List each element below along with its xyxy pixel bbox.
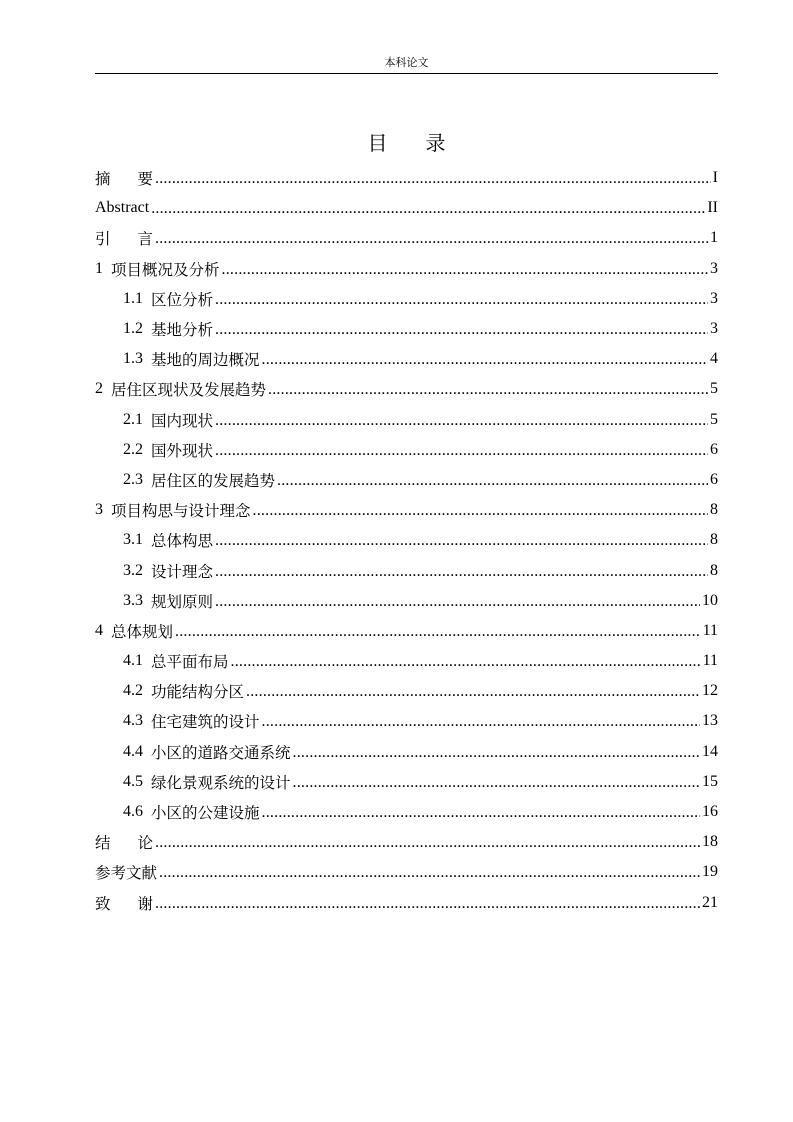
toc-entry-page: 12 — [702, 682, 718, 700]
dot-leader — [262, 351, 708, 367]
toc-entry-number: 2.2 — [123, 440, 143, 458]
toc-entry-label: 小区的公建设施 — [151, 804, 260, 823]
header-rule — [95, 73, 718, 74]
toc-entry-introduction[interactable] — [95, 223, 718, 253]
dot-leader — [215, 532, 708, 548]
toc-entry-label: 国外现状 — [151, 441, 214, 460]
toc-entry-section-2-2[interactable] — [95, 435, 718, 465]
toc-entry-chapter-3[interactable] — [95, 495, 718, 525]
toc-entry-page: 15 — [702, 772, 718, 790]
toc-entry-number: 1.2 — [123, 320, 143, 338]
toc-entry-page: 18 — [702, 833, 718, 851]
toc-entry-label: 总平面布局 — [151, 653, 229, 672]
toc-entry-label: 规划原则 — [151, 592, 214, 611]
toc-entry-label: 引言 — [95, 230, 181, 249]
toc-entry-section-2-1[interactable] — [95, 405, 718, 435]
toc-entry-conclusion[interactable] — [95, 827, 718, 857]
dot-leader — [151, 200, 705, 216]
dot-leader — [155, 170, 711, 186]
toc-entry-label: 结论 — [95, 834, 181, 853]
dot-leader — [246, 683, 700, 699]
toc-entry-label: 居住区的发展趋势 — [151, 471, 276, 490]
toc-entry-number: 2.1 — [123, 410, 143, 428]
toc-entry-section-2-3[interactable] — [95, 465, 718, 495]
toc-entry-label: 绿化景观系统的设计 — [151, 773, 291, 792]
toc-entry-number: 1.1 — [123, 289, 143, 307]
toc-entry-label: 基地分析 — [151, 321, 214, 340]
toc-entry-page: 16 — [702, 803, 718, 821]
toc-entry-chapter-2[interactable] — [95, 374, 718, 404]
toc-entry-number: 4 — [95, 621, 103, 639]
toc-entry-number: 2.3 — [123, 470, 143, 488]
toc-entry-label: 居住区现状及发展趋势 — [111, 381, 267, 400]
toc-entry-number: 3 — [95, 501, 103, 519]
table-of-contents — [95, 163, 718, 918]
toc-entry-section-3-1[interactable] — [95, 525, 718, 555]
toc-entry-page: II — [707, 199, 718, 217]
toc-entry-page: 8 — [710, 561, 718, 579]
toc-entry-section-1-3[interactable] — [95, 344, 718, 374]
running-header: 本科论文 — [384, 56, 429, 69]
dot-leader — [231, 653, 701, 669]
toc-entry-page: 11 — [702, 652, 718, 670]
toc-entry-page: 6 — [710, 470, 718, 488]
dot-leader — [215, 321, 708, 337]
toc-entry-label: 摘要 — [95, 170, 181, 189]
toc-entry-section-4-4[interactable] — [95, 737, 718, 767]
toc-entry-label: 致谢 — [95, 894, 181, 913]
toc-entry-page: 3 — [710, 259, 718, 277]
toc-entry-number: 3.2 — [123, 561, 143, 579]
toc-entry-page: 13 — [702, 712, 718, 730]
dot-leader — [293, 744, 700, 760]
toc-entry-page: 5 — [710, 410, 718, 428]
dot-leader — [215, 593, 700, 609]
toc-entry-abstract-en[interactable] — [95, 193, 718, 223]
dot-leader — [253, 502, 708, 518]
toc-entry-section-1-2[interactable] — [95, 314, 718, 344]
toc-entry-label: Abstract — [95, 199, 150, 217]
dot-leader — [222, 261, 708, 277]
toc-entry-section-4-2[interactable] — [95, 676, 718, 706]
toc-entry-page: 6 — [710, 440, 718, 458]
toc-entry-page: 10 — [702, 591, 718, 609]
toc-entry-section-4-6[interactable] — [95, 797, 718, 827]
toc-entry-label: 区位分析 — [151, 290, 214, 309]
toc-entry-section-4-5[interactable] — [95, 767, 718, 797]
dot-leader — [215, 412, 708, 428]
toc-entry-page: I — [712, 169, 718, 187]
toc-entry-label: 功能结构分区 — [151, 683, 245, 702]
toc-entry-number: 4.3 — [123, 712, 143, 730]
toc-entry-chapter-1[interactable] — [95, 254, 718, 284]
toc-entry-section-3-3[interactable] — [95, 586, 718, 616]
toc-entry-label: 国内现状 — [151, 411, 214, 430]
toc-entry-label: 项目构思与设计理念 — [111, 502, 251, 521]
dot-leader — [215, 291, 708, 307]
dot-leader — [155, 895, 700, 911]
toc-entry-page: 3 — [710, 320, 718, 338]
toc-entry-section-4-1[interactable] — [95, 646, 718, 676]
toc-entry-page: 1 — [710, 229, 718, 247]
toc-entry-page: 14 — [702, 742, 718, 760]
toc-entry-number: 4.1 — [123, 652, 143, 670]
toc-entry-number: 1 — [95, 259, 103, 277]
dot-leader — [293, 774, 700, 790]
toc-entry-references[interactable] — [95, 857, 718, 887]
toc-entry-number: 4.2 — [123, 682, 143, 700]
dot-leader — [175, 623, 701, 639]
toc-entry-label: 基地的周边概况 — [151, 351, 260, 370]
toc-entry-page: 11 — [702, 621, 718, 639]
toc-entry-section-1-1[interactable] — [95, 284, 718, 314]
dot-leader — [268, 381, 708, 397]
toc-entry-section-4-3[interactable] — [95, 706, 718, 736]
toc-entry-label: 总体规划 — [111, 622, 174, 641]
toc-entry-number: 4.4 — [123, 742, 143, 760]
toc-entry-number: 3.3 — [123, 591, 143, 609]
toc-entry-page: 4 — [710, 350, 718, 368]
toc-entry-section-3-2[interactable] — [95, 555, 718, 585]
toc-entry-number: 1.3 — [123, 350, 143, 368]
toc-entry-page: 8 — [710, 531, 718, 549]
toc-entry-page: 8 — [710, 501, 718, 519]
toc-entry-chapter-4[interactable] — [95, 616, 718, 646]
toc-entry-page: 21 — [702, 893, 718, 911]
dot-leader — [155, 834, 700, 850]
toc-entry-number: 4.6 — [123, 803, 143, 821]
toc-entry-number: 4.5 — [123, 772, 143, 790]
toc-entry-page: 5 — [710, 380, 718, 398]
toc-entry-abstract-cn[interactable] — [95, 163, 718, 193]
toc-entry-label: 参考文献 — [95, 864, 158, 883]
dot-leader — [262, 713, 700, 729]
toc-entry-label: 总体构思 — [151, 532, 214, 551]
dot-leader — [159, 864, 700, 880]
toc-entry-label: 项目概况及分析 — [111, 260, 220, 279]
toc-entry-number: 3.1 — [123, 531, 143, 549]
dot-leader — [277, 472, 708, 488]
toc-entry-label: 设计理念 — [151, 562, 214, 581]
toc-entry-label: 住宅建筑的设计 — [151, 713, 260, 732]
dot-leader — [215, 442, 708, 458]
dot-leader — [215, 563, 708, 579]
dot-leader — [155, 230, 708, 246]
toc-entry-page: 3 — [710, 289, 718, 307]
toc-entry-number: 2 — [95, 380, 103, 398]
toc-entry-acknowledgements[interactable] — [95, 888, 718, 918]
dot-leader — [262, 804, 700, 820]
toc-title: 目录 — [367, 131, 484, 155]
toc-entry-page: 19 — [702, 863, 718, 881]
toc-entry-label: 小区的道路交通系统 — [151, 743, 291, 762]
